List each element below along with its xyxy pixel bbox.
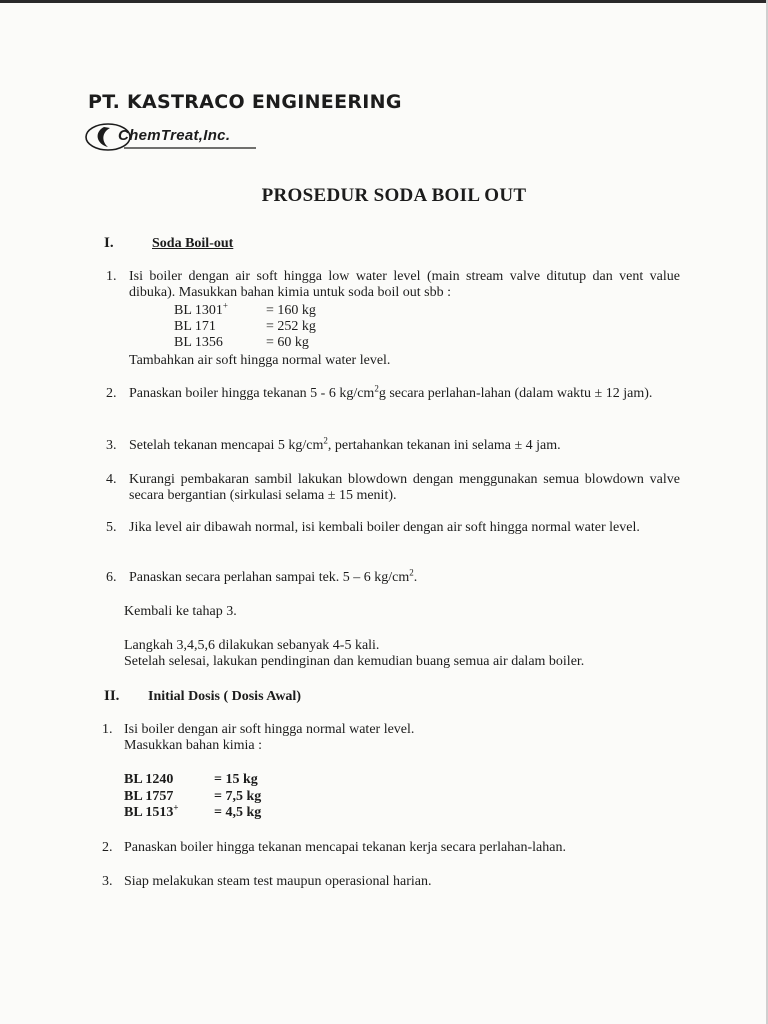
document-title: PROSEDUR SODA BOIL OUT [261, 185, 527, 206]
section-1-title: Soda Boil-out [152, 236, 234, 251]
chemical-value: = 252 kg [266, 319, 316, 334]
chemical-value: = 7,5 kg [214, 789, 262, 804]
section-2-number: II. [104, 688, 120, 704]
chemical-name: BL 1356 [174, 335, 223, 350]
step-number: 1. [102, 722, 113, 737]
step-number: 2. [102, 840, 113, 855]
chemical-value: = 15 kg [214, 772, 258, 787]
chemical-row [124, 789, 261, 805]
company-name: PT. KASTRACO ENGINEERING [88, 91, 402, 113]
chemtreat-logo [84, 118, 269, 156]
chemical-sup: + [222, 300, 228, 311]
chemical-name: BL 1757 [124, 789, 174, 804]
section-2-step-1-line-1: Isi boiler dengan air soft hingga normal water level. [124, 722, 415, 737]
step-1-after: Tambahkan air soft hingga normal water level. [129, 353, 391, 368]
step-3-text: Setelah tekanan mencapai 5 $kg/cm^2$, pertahankan tekanan ini selama ± 4 jam. [129, 435, 561, 453]
chemical-value: = 160 kg [266, 303, 316, 318]
chemical-value: = 4,5 kg [214, 805, 262, 820]
chemical-row [124, 802, 262, 821]
chemical-row [124, 772, 258, 788]
step-number: 4. [106, 472, 117, 487]
chemical-name: BL 1513 [124, 805, 174, 820]
note-back-to-step-3: Kembali ke tahap 3. [124, 604, 237, 619]
step-number: 5. [106, 520, 117, 535]
step-number: 3. [102, 874, 113, 889]
section-2-title: Initial Dosis ( Dosis Awal) [148, 689, 301, 704]
step-number: 3. [106, 438, 117, 453]
chemical-row [174, 300, 316, 319]
step-2-text: Panaskan boiler hingga tekanan 5 - 6 $kg/cm^2g$ secara perlahan-lahan (dalam waktu ± 12 jam). [129, 383, 653, 401]
logo-text: ChemTreat,Inc. [118, 127, 231, 144]
scan-edge [0, 0, 768, 3]
chemical-value: = 60 kg [266, 335, 309, 350]
step-number: 1. [106, 269, 117, 284]
section-2-step-2-text: Panaskan boiler hingga tekanan mencapai tekanan kerja secara perlahan-lahan. [124, 840, 566, 855]
step-4-text: Kurangi pembakaran sambil lakukan blowdown dengan menggunakan semua blowdown valve secara bergantian (sirkulasi selama ± 15 menit). [129, 472, 680, 503]
section-1-number: I. [104, 235, 114, 251]
step-5-text: Jika level air dibawah normal, isi kembali boiler dengan air soft hingga normal water level. [129, 520, 640, 535]
chemical-name: BL 1301 [174, 303, 223, 318]
chemical-row [174, 335, 309, 351]
chemical-row [174, 319, 316, 335]
step-6-text: Panaskan secara perlahan sampai tek. 5 – 6 $kg/cm^2$. [129, 567, 418, 585]
chemical-name: BL 1240 [124, 772, 174, 787]
step-number: 6. [106, 570, 117, 585]
section-2-step-1-line-2: Masukkan bahan kimia : [124, 738, 263, 753]
chemical-sup: + [173, 802, 179, 813]
section-2-step-3-text: Siap melakukan steam test maupun operasional harian. [124, 874, 432, 889]
chemical-name: BL 171 [174, 319, 216, 334]
step-1-text: Isi boiler dengan air soft hingga low water level (main stream valve ditutup dan vent value dibuka). Masukkan bahan kimia untuk soda boil out sbb : [129, 269, 680, 300]
note-cooldown: Setelah selesai, lakukan pendinginan dan kemudian buang semua air dalam boiler. [124, 654, 585, 669]
step-number: 2. [106, 386, 117, 401]
note-repeat: Langkah 3,4,5,6 dilakukan sebanyak 4-5 kali. [124, 638, 380, 653]
